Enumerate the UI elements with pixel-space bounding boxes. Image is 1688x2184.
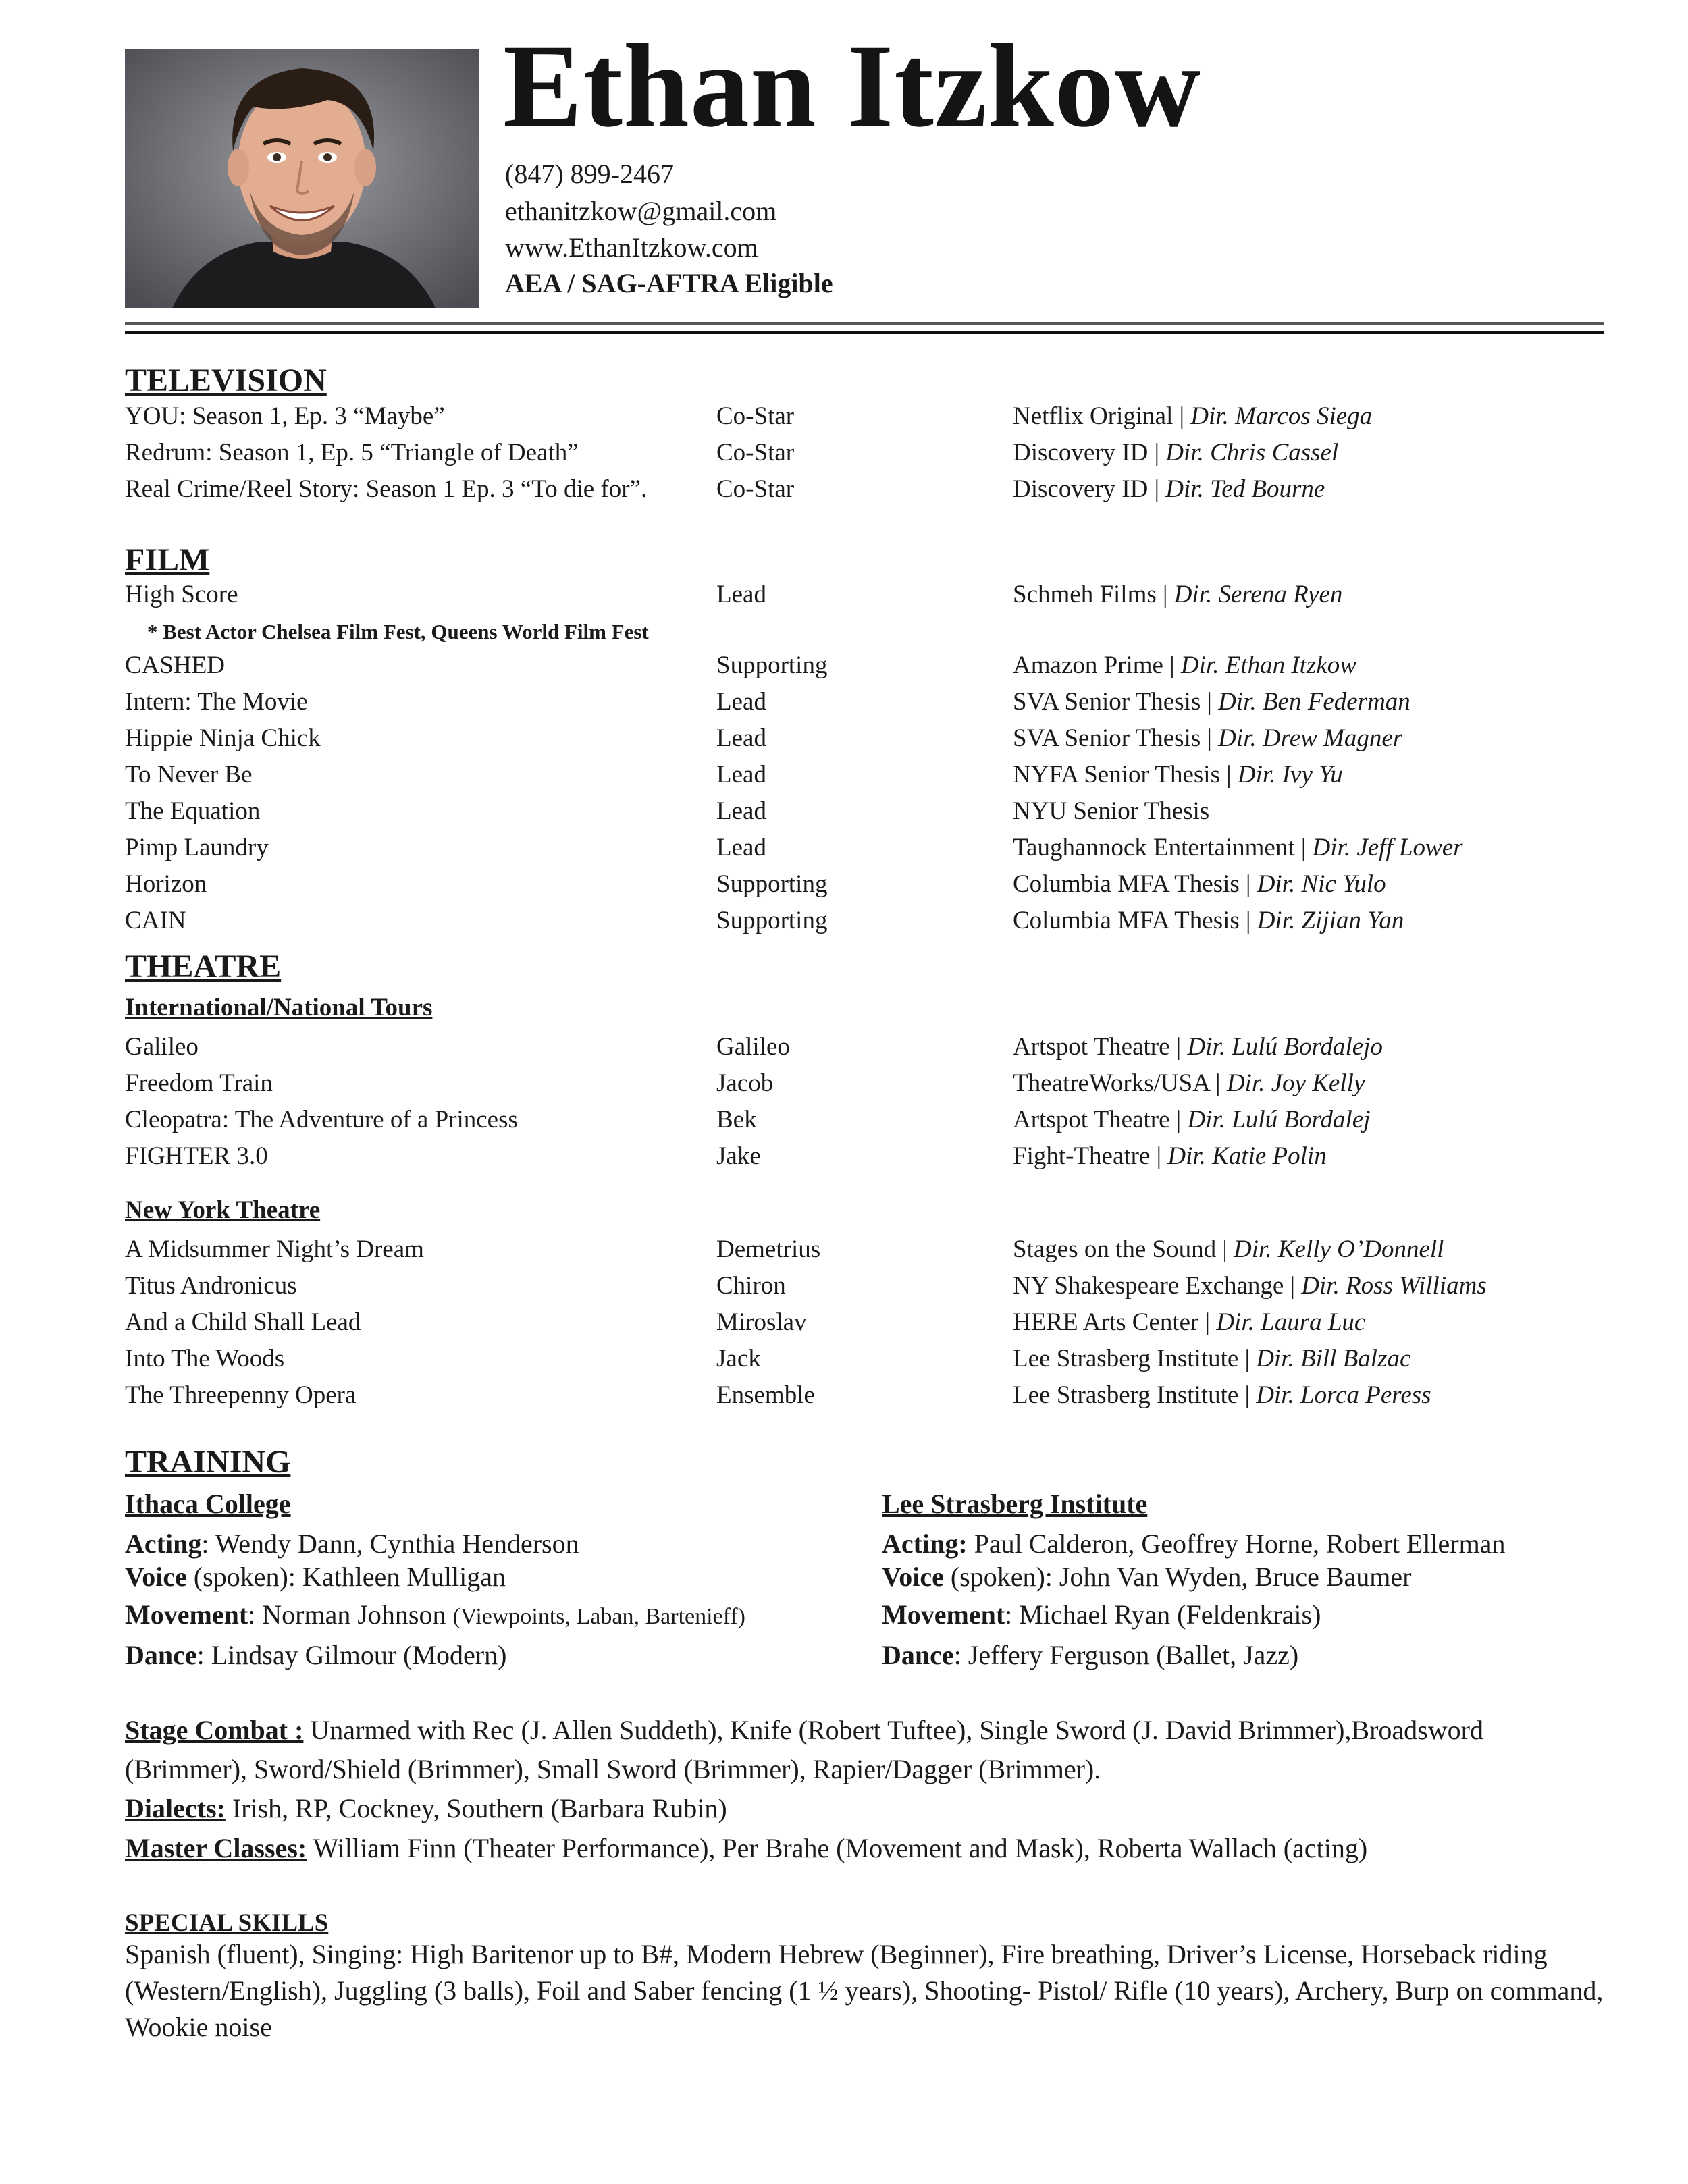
- credit-project: Horizon: [125, 870, 207, 898]
- section-title-theatre: THEATRE: [125, 949, 282, 984]
- email-address: ethanitzkow@gmail.com: [505, 196, 777, 226]
- school-lee-strasberg: Lee Strasberg Institute: [882, 1489, 1148, 1519]
- credit-company: NY Shakespeare Exchange | Dir. Ross Williams: [1013, 1272, 1487, 1300]
- credit-role: Supporting: [716, 651, 828, 679]
- credit-project: Real Crime/Reel Story: Season 1 Ep. 3 “To die for”.: [125, 475, 648, 503]
- credit-row: [0, 1107, 1688, 1134]
- credit-company: Stages on the Sound | Dir. Kelly O’Donnell: [1013, 1235, 1444, 1263]
- credit-row: [0, 582, 1688, 609]
- credit-role: Chiron: [716, 1272, 786, 1300]
- credit-company: NYFA Senior Thesis | Dir. Ivy Yu: [1013, 761, 1343, 789]
- strasberg-voice: Voice (spoken): John Van Wyden, Bruce Baumer: [882, 1562, 1412, 1592]
- union-status: AEA / SAG-AFTRA Eligible: [505, 268, 833, 298]
- credit-project: The Threepenny Opera: [125, 1381, 357, 1409]
- credit-project: Into The Woods: [125, 1345, 285, 1373]
- header-divider-top: [125, 322, 1604, 325]
- strasberg-dance: Dance: Jeffery Ferguson (Ballet, Jazz): [882, 1640, 1299, 1670]
- credit-project: Cleopatra: The Adventure of a Princess: [125, 1106, 518, 1134]
- credit-project: Galileo: [125, 1033, 199, 1061]
- section-title-special-skills: SPECIAL SKILLS: [125, 1909, 329, 1937]
- credit-row: [0, 1237, 1688, 1264]
- credit-company: Columbia MFA Thesis | Dir. Nic Yulo: [1013, 870, 1386, 898]
- credit-role: Supporting: [716, 870, 828, 898]
- credit-role: Jacob: [716, 1069, 774, 1097]
- credit-role: Jack: [716, 1345, 761, 1373]
- credit-role: Miroslav: [716, 1308, 807, 1336]
- ithaca-movement: Movement: Norman Johnson (Viewpoints, Laban, Bartenieff): [125, 1599, 746, 1630]
- credit-row: [0, 1383, 1688, 1410]
- section-title-training: TRAINING: [125, 1444, 291, 1480]
- credit-role: Ensemble: [716, 1381, 815, 1409]
- credit-role: Lead: [716, 797, 766, 825]
- school-ithaca-college: Ithaca College: [125, 1489, 291, 1519]
- stage-combat: Stage Combat : Unarmed with Rec (J. Allen Suddeth), Knife (Robert Tuftee), Single Sword (J. David Brimmer),Broadsword (Brimmer), Sword/Shield (Brimmer), Small Sword (Brimmer), Rapier/Dagger (Brimmer).: [125, 1715, 1483, 1784]
- credit-company: Schmeh Films | Dir. Serena Ryen: [1013, 581, 1343, 608]
- film-award-note: * Best Actor Chelsea Film Fest, Queens World Film Fest: [147, 620, 649, 643]
- credit-company: Lee Strasberg Institute | Dir. Lorca Peress: [1013, 1381, 1431, 1409]
- credit-project: High Score: [125, 581, 238, 608]
- credit-project: Pimp Laundry: [125, 834, 269, 861]
- ithaca-acting: Acting: Wendy Dann, Cynthia Henderson: [125, 1528, 579, 1559]
- header-divider-bottom: [125, 331, 1604, 334]
- ithaca-dance: Dance: Lindsay Gilmour (Modern): [125, 1640, 507, 1670]
- credit-row: [0, 872, 1688, 899]
- credit-project: YOU: Season 1, Ep. 3 “Maybe”: [125, 402, 445, 430]
- credit-row: [0, 835, 1688, 862]
- credit-project: Freedom Train: [125, 1069, 273, 1097]
- credit-project: Titus Andronicus: [125, 1272, 297, 1300]
- section-title-television: TELEVISION: [125, 363, 327, 398]
- credit-role: Supporting: [716, 907, 828, 934]
- credit-project: CAIN: [125, 907, 186, 934]
- credit-role: Jake: [716, 1142, 761, 1170]
- credit-row: [0, 799, 1688, 826]
- credit-project: A Midsummer Night’s Dream: [125, 1235, 424, 1263]
- credit-company: HERE Arts Center | Dir. Laura Luc: [1013, 1308, 1366, 1336]
- credit-company: Artspot Theatre | Dir. Lulú Bordalej: [1013, 1106, 1371, 1134]
- credit-project: And a Child Shall Lead: [125, 1308, 361, 1336]
- credit-row: [0, 1144, 1688, 1171]
- credit-company: Columbia MFA Thesis | Dir. Zijian Yan: [1013, 907, 1404, 934]
- credit-role: Lead: [716, 688, 766, 716]
- credit-role: Co-Star: [716, 439, 795, 467]
- credit-row: [0, 762, 1688, 789]
- credit-row: [0, 653, 1688, 680]
- credit-role: Lead: [716, 724, 766, 752]
- credit-role: Co-Star: [716, 402, 795, 430]
- applicant-name: Ethan Itzkow: [503, 20, 1201, 152]
- credit-project: CASHED: [125, 651, 226, 679]
- credit-role: Co-Star: [716, 475, 795, 503]
- credit-row: [0, 726, 1688, 753]
- credit-role: Demetrius: [716, 1235, 821, 1263]
- credit-row: [0, 1346, 1688, 1373]
- strasberg-movement: Movement: Michael Ryan (Feldenkrais): [882, 1599, 1321, 1630]
- credit-row: [0, 1071, 1688, 1098]
- credit-row: [0, 1034, 1688, 1061]
- credit-company: Taughannock Entertainment | Dir. Jeff Lower: [1013, 834, 1463, 861]
- credit-company: Fight-Theatre | Dir. Katie Polin: [1013, 1142, 1327, 1170]
- credit-company: Discovery ID | Dir. Ted Bourne: [1013, 475, 1325, 503]
- credit-row: [0, 440, 1688, 467]
- credit-row: [0, 908, 1688, 935]
- credit-row: [0, 1310, 1688, 1337]
- credit-row: [0, 404, 1688, 431]
- headshot-photo: [125, 49, 479, 308]
- credit-project: FIGHTER 3.0: [125, 1142, 268, 1170]
- credit-role: Lead: [716, 761, 766, 789]
- credit-project: Redrum: Season 1, Ep. 5 “Triangle of Death”: [125, 439, 579, 467]
- credit-company: Lee Strasberg Institute | Dir. Bill Balzac: [1013, 1345, 1411, 1373]
- credit-role: Bek: [716, 1106, 757, 1134]
- special-skills-text: Spanish (fluent), Singing: High Baritenor up to B#, Modern Hebrew (Beginner), Fire breathing, Driver’s License, Horseback riding (Western/English), Juggling (3 balls), Foil and Saber fencing (1 ½ years), Shooting- Pistol/ Rifle (10 years), Archery, Burp on command, Wookie noise: [125, 1939, 1604, 2042]
- credit-company: Amazon Prime | Dir. Ethan Itzkow: [1013, 651, 1356, 679]
- credit-role: Galileo: [716, 1033, 790, 1061]
- credit-row: [0, 1273, 1688, 1300]
- credit-role: Lead: [716, 581, 766, 608]
- subsection-new-york: New York Theatre: [125, 1196, 321, 1224]
- dialects: Dialects: Irish, RP, Cockney, Southern (Barbara Rubin): [125, 1793, 727, 1823]
- phone-number: (847) 899-2467: [505, 159, 674, 189]
- credit-company: NYU Senior Thesis: [1013, 797, 1210, 825]
- website-url: www.EthanItzkow.com: [505, 232, 758, 263]
- credit-project: Intern: The Movie: [125, 688, 308, 716]
- credit-company: SVA Senior Thesis | Dir. Ben Federman: [1013, 688, 1410, 716]
- credit-company: Netflix Original | Dir. Marcos Siega: [1013, 402, 1373, 430]
- credit-company: Discovery ID | Dir. Chris Cassel: [1013, 439, 1339, 467]
- credit-row: [0, 689, 1688, 716]
- ithaca-voice: Voice (spoken): Kathleen Mulligan: [125, 1562, 506, 1592]
- subsection-tours: International/National Tours: [125, 994, 433, 1021]
- credit-company: Artspot Theatre | Dir. Lulú Bordalejo: [1013, 1033, 1383, 1061]
- credit-company: SVA Senior Thesis | Dir. Drew Magner: [1013, 724, 1403, 752]
- credit-project: Hippie Ninja Chick: [125, 724, 321, 752]
- credit-company: TheatreWorks/USA | Dir. Joy Kelly: [1013, 1069, 1365, 1097]
- credit-project: The Equation: [125, 797, 261, 825]
- credit-row: [0, 477, 1688, 504]
- credit-project: To Never Be: [125, 761, 253, 789]
- credit-role: Lead: [716, 834, 766, 861]
- section-title-film: FILM: [125, 542, 210, 578]
- master-classes: Master Classes: William Finn (Theater Performance), Per Brahe (Movement and Mask), Roberta Wallach (acting): [125, 1833, 1368, 1863]
- strasberg-acting: Acting: Paul Calderon, Geoffrey Horne, Robert Ellerman: [882, 1528, 1506, 1559]
